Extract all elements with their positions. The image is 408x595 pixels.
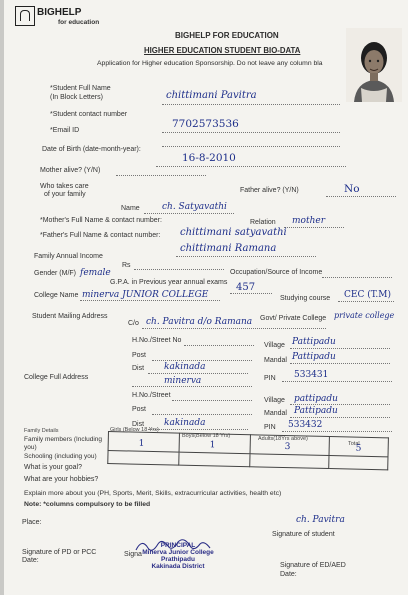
c-o-value: ch. Pavitra d/o Ramana — [146, 317, 253, 327]
village2-value: pattipadu — [294, 394, 338, 404]
header-total: Total — [348, 441, 360, 447]
mandal-value: Pattipadu — [292, 352, 336, 362]
form-title: HIGHER EDUCATION STUDENT BIO-DATA — [144, 46, 301, 55]
college-name-value: minerva JUNIOR COLLEGE — [82, 290, 209, 300]
gpa-label: G.P.A. in Previous year annual exams — [110, 279, 228, 286]
hobbies-label: What are your hobbies? — [24, 476, 99, 483]
occupation-label: Occupation/Source of Income — [230, 269, 323, 276]
father-alive-value: No — [344, 183, 360, 195]
dist-value: kakinada — [164, 362, 206, 372]
fam-boys-value: 1 — [209, 440, 216, 451]
college-address-value: minerva — [164, 376, 202, 386]
header-girls: Girls (Below 18 Yrs) — [110, 427, 159, 433]
income-label: Family Annual Income — [34, 253, 103, 260]
logo-brand: BIGHELP — [37, 7, 82, 18]
goal-label: What is your goal? — [24, 464, 82, 471]
post2-label: Post — [132, 406, 147, 413]
ed-date-label: Date: — [280, 571, 297, 578]
care-name-value: ch. Satyavathi — [162, 202, 227, 212]
dist-label: Dist — [132, 365, 145, 372]
table-cell — [179, 433, 250, 454]
govt-private-label: Govt/ Private College — [260, 315, 327, 322]
table-cell — [250, 435, 329, 456]
bio-data-form — [4, 0, 408, 595]
dob-value: 16-8-2010 — [182, 152, 236, 164]
pin-label: PIN — [264, 375, 276, 382]
gpa-value: 457 — [236, 282, 256, 293]
place-label: Place: — [22, 519, 42, 526]
table-cell — [250, 454, 329, 469]
relation-label: Relation — [250, 219, 276, 226]
stamp-line-1: PRINCIPAL — [160, 542, 196, 549]
h-no2-label: H.No./Street — [132, 392, 171, 399]
pin-value: 533431 — [294, 370, 329, 380]
dist2-label: Dist — [132, 421, 145, 428]
student-signature-label: Signature of student — [272, 531, 335, 538]
mandal2-label: Mandal — [264, 410, 287, 417]
father-name-value: chittimani Ramana — [180, 243, 277, 254]
mandal2-value: Pattipadu — [294, 406, 338, 416]
relation-value: mother — [292, 216, 325, 226]
rs-label: Rs — [122, 262, 131, 269]
principal-signature-label: Signa — [124, 551, 142, 558]
family-details-label: Family Details — [24, 428, 59, 434]
email-label: *Email ID — [50, 127, 80, 134]
table-cell — [179, 452, 250, 467]
stamp-line-2: Minerva Junior College — [142, 549, 214, 556]
contact-label: *Student contact number — [50, 111, 128, 118]
stamp-line-4: Kakinada District — [151, 563, 205, 570]
pd-signature-label: Signature of PD or PCC — [22, 549, 97, 556]
form-subtitle: Application for Higher education Sponsorship. Do not leave any column bla — [97, 60, 323, 67]
mother-name-label: *Mother's Full Name & contact number: — [40, 217, 162, 224]
c-o-label: C/o — [128, 320, 139, 327]
header-adults: Adults(18Yrs above) — [258, 436, 308, 442]
fam-total-value: 5 — [355, 443, 362, 454]
header-boys: Boys(Below 18 Yrs) — [182, 433, 231, 439]
h-no-label: H.No./Street No — [132, 337, 182, 344]
principal-stamp — [132, 542, 224, 570]
govt-private-value: private college — [334, 311, 395, 320]
dist2-value: kakinada — [164, 418, 206, 428]
table-cell — [108, 432, 179, 453]
father-name-label: *Father's Full Name & contact number: — [40, 232, 161, 239]
mailing-address-label: Student Mailing Address — [32, 313, 108, 320]
who-takes-care-label: Who takes care — [40, 183, 89, 190]
org-heading: BIGHELP FOR EDUCATION — [175, 31, 279, 40]
table-cell — [329, 456, 388, 470]
bighelp-logo-icon — [15, 6, 35, 26]
mandal-label: Mandal — [264, 357, 287, 364]
you-label: you) — [24, 444, 37, 451]
fam-girls-value: 1 — [138, 438, 145, 449]
ed-signature-label: Signature of ED/AED — [280, 562, 346, 569]
post-label: Post — [132, 352, 147, 359]
pin2-label: PIN — [264, 424, 276, 431]
explain-label: Explain more about you (PH, Sports, Merit, Skills, extracurricular activities, health etc) — [24, 490, 282, 497]
village2-label: Village — [264, 397, 285, 404]
table-cell — [108, 451, 179, 466]
contact-value: 7702573536 — [172, 118, 239, 130]
table-cell — [329, 437, 388, 457]
father-alive-label: Father alive? (Y/N) — [240, 187, 299, 194]
student-signature-value: ch. Pavitra — [296, 515, 345, 525]
fam-adults-value: 3 — [284, 442, 291, 453]
student-photo — [346, 28, 402, 102]
student-name-value: chittimani Pavitra — [166, 90, 257, 101]
family-table — [107, 431, 389, 470]
mother-alive-label: Mother alive? (Y/N) — [40, 167, 101, 174]
student-name-label: *Student Full Name — [50, 85, 111, 92]
village-value: Pattipadu — [292, 337, 336, 347]
college-address-label: College Full Address — [24, 374, 89, 381]
college-name-label: College Name — [34, 292, 79, 299]
mother-name-value: chittimani satyavathi — [180, 227, 287, 238]
note-label: Note: *columns compulsory to be filled — [24, 501, 151, 508]
pin2-value: 533432 — [288, 420, 323, 430]
pd-date-label: Date: — [22, 557, 39, 564]
gender-value: female — [80, 268, 111, 278]
stamp-line-3: Prathipadu — [161, 556, 195, 563]
gender-label: Gender (M/F) — [34, 270, 77, 277]
of-family-label: of your family — [44, 191, 86, 198]
care-name-label: Name — [121, 205, 140, 212]
course-value: CEC (T.M) — [344, 290, 391, 300]
schooling-label: Schooling (including you) — [24, 453, 97, 460]
village-label: Village — [264, 342, 285, 349]
logo-tagline: for education — [58, 19, 100, 26]
studying-course-label: Studying course — [280, 295, 331, 302]
block-letters-label: (In Block Letters) — [50, 94, 103, 101]
family-members-label: Family members (Including — [24, 436, 103, 443]
dob-label: Date of Birth (date-month-year): — [42, 146, 141, 153]
